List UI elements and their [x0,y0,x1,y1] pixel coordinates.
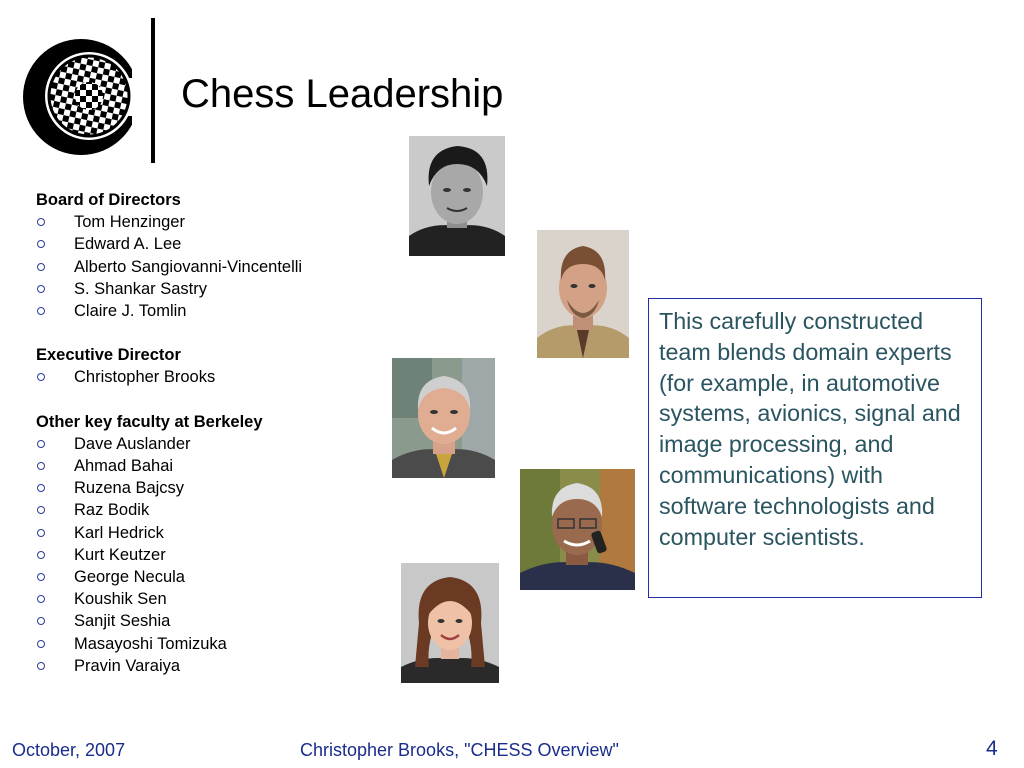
leadership-list [36,189,376,677]
page-number: 4 [986,737,998,760]
list-item: Alberto Sangiovanni-Vincentelli [36,256,376,278]
list-item: S. Shankar Sastry [36,278,376,300]
list-item: Edward A. Lee [36,233,376,255]
callout-box [648,298,982,598]
portrait-photo [520,469,635,590]
callout-text: This carefully constructed team blends domain experts (for example, in automotive systems, avionics, signal and image processing, and communications) with software technologists and computer scientists. [659,308,961,550]
bullet-icon [37,218,45,226]
list-item: Ruzena Bajcsy [36,477,376,499]
list-item: Claire J. Tomlin [36,300,376,322]
list-item: Koushik Sen [36,588,376,610]
list-item: Pravin Varaiya [36,655,376,677]
portrait-photo [392,358,495,478]
portrait-photo [537,230,629,358]
bullet-icon [37,640,45,648]
bullet-icon [37,662,45,670]
portrait-photo [401,563,499,683]
bullet-icon [37,263,45,271]
bullet-icon [37,484,45,492]
bullet-icon [37,373,45,381]
portrait-photo [409,136,505,256]
section-heading: Other key faculty at Berkeley [36,412,263,431]
footer-presentation-title: Christopher Brooks, "CHESS Overview" [300,740,619,760]
slide-title: Chess Leadership [181,72,504,116]
list-item: Kurt Keutzer [36,544,376,566]
list-item: Raz Bodik [36,499,376,521]
list-item: Dave Auslander [36,433,376,455]
bullet-icon [37,529,45,537]
list-item: Sanjit Seshia [36,610,376,632]
list-item: Tom Henzinger [36,211,376,233]
bullet-icon [37,462,45,470]
bullet-icon [37,617,45,625]
section-faculty [36,411,376,677]
bullet-icon [37,573,45,581]
section-heading: Board of Directors [36,191,181,209]
bullet-icon [37,285,45,293]
list-item: Karl Hedrick [36,522,376,544]
section-heading: Executive Director [36,346,181,365]
footer-date: October, 2007 [12,740,126,760]
list-item: Masayoshi Tomizuka [36,633,376,655]
bullet-icon [37,240,45,248]
list-item: George Necula [36,566,376,588]
bullet-icon [37,595,45,603]
section-board [36,189,376,322]
chess-logo [14,18,164,163]
bullet-icon [37,506,45,514]
bullet-icon [37,551,45,559]
bullet-icon [37,440,45,448]
list-item: Christopher Brooks [36,366,376,388]
list-item: Ahmad Bahai [36,455,376,477]
bullet-icon [37,307,45,315]
section-executive [36,344,376,388]
